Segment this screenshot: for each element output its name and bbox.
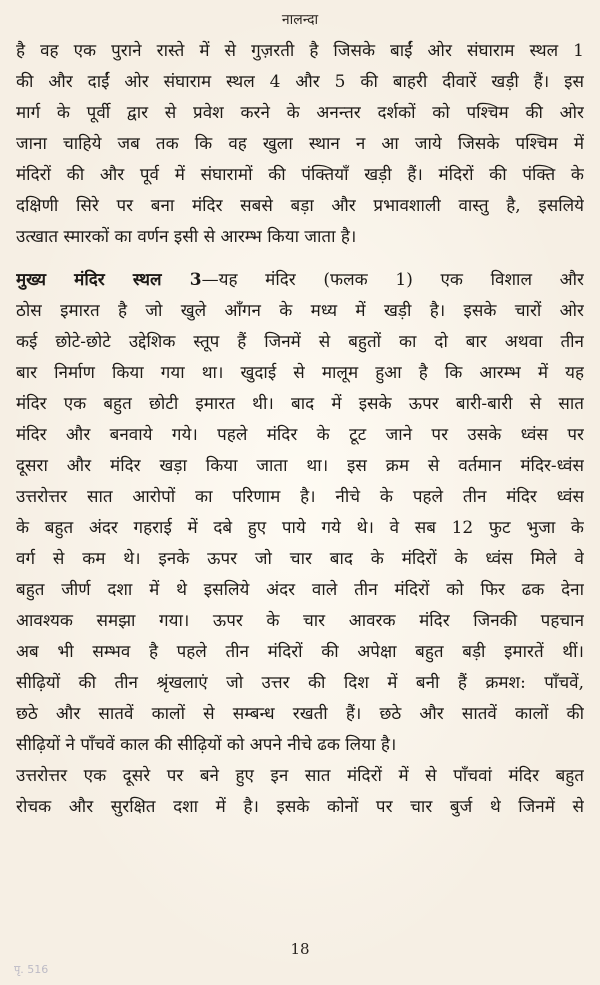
- text-line: की और दाईं ओर संघाराम स्थल 4 और 5 की बाहरी दीवारें खड़ी हैं। इस: [16, 72, 584, 92]
- text-line: सीढ़ियों ने पाँचवें काल की सीढ़ियों को अपने नीचे ढक लिया है।: [16, 735, 397, 755]
- text-line: रोचक और सुरक्षित दशा में है। इसके कोनों पर चार बुर्ज थे जिनमें से: [16, 797, 584, 817]
- text-line: अब भी सम्भव है पहले तीन मंदिरों की अपेक्षा बहुत बड़ी इमारतें थीं।: [16, 642, 584, 662]
- text-line: मंदिर एक बहुत छोटी इमारत थी। बाद में इसके ऊपर बारी-बारी से सात: [16, 394, 584, 414]
- text-line: सीढ़ियों की तीन श्रृंखलाएं जो उत्तर की दिश में बनी हैं क्रमश: पाँचवें,: [16, 673, 584, 693]
- library-stamp-mark: पृ. 516: [14, 963, 49, 976]
- text-line: है वह एक पुराने रास्ते में से गुज़रती है जिसके बाईं ओर संघाराम स्थल 1: [16, 41, 584, 61]
- paragraph-main-temple: [16, 265, 584, 823]
- text-line: कई छोटे-छोटे उद्देशिक स्तूप हैं जिनमें से बहुतों का दो बार अथवा तीन: [16, 332, 584, 352]
- text-line: ठोस इमारत है जो खुले आँगन के मध्य में खड़ी है। इसके चारों ओर: [16, 301, 584, 321]
- text-line: जाना चाहिये जब तक कि वह खुला स्थान न आ जाये जिसके पश्चिम में: [16, 134, 584, 154]
- text-line: उत्तरोत्तर एक दूसरे पर बने हुए इन सात मंदिरों में से पाँचवां मंदिर बहुत: [16, 766, 584, 786]
- page-number: 18: [290, 940, 310, 958]
- body-text: [16, 36, 584, 823]
- text-line: बार निर्माण किया गया था। खुदाई से मालूम हुआ है कि आरम्भ में यह: [16, 363, 584, 383]
- text-line: दूसरा और मंदिर खड़ा किया जाता था। इस क्रम से वर्तमान मंदिर-ध्वंस: [16, 456, 584, 476]
- text-line: आवश्यक समझा गया। ऊपर के चार आवरक मंदिर जिनकी पहचान: [16, 611, 584, 631]
- text-line: उत्तरोत्तर सात आरोपों का परिणाम है। नीचे के पहले तीन मंदिर ध्वंस: [16, 487, 584, 507]
- text-line: मंदिरों की और पूर्व में संघारामों की पंक्तियाँ खड़ी हैं। मंदिरों की पंक्ति के: [16, 165, 584, 185]
- running-head: नालन्दा: [281, 12, 319, 28]
- text-line: मार्ग के पूर्वी द्वार से प्रवेश करने के अनन्तर दर्शकों को पश्चिम की ओर: [16, 103, 584, 123]
- heading-line-text: —यह मंदिर (फलक 1) एक विशाल और: [201, 270, 584, 290]
- text-line: मंदिर और बनवाये गये। पहले मंदिर के टूट जाने पर उसके ध्वंस पर: [16, 425, 584, 445]
- paragraph-spacer: [16, 253, 584, 265]
- text-line: के बहुत अंदर गहराई में दबे हुए पाये गये थे। वे सब 12 फुट भुजा के: [16, 518, 584, 538]
- paragraph-intro: [16, 36, 584, 253]
- text-line-with-heading: [16, 265, 584, 296]
- text-line: छठे और सातवें कालों से सम्बन्ध रखती हैं। छठे और सातवें कालों की: [16, 704, 584, 724]
- text-line: बहुत जीर्ण दशा में थे इसलिये अंदर वाले तीन मंदिरों को फिर ढक देना: [16, 580, 584, 600]
- text-line: दक्षिणी सिरे पर बना मंदिर सबसे बड़ा और प्रभावशाली वास्तु है, इसलिये: [16, 196, 584, 216]
- text-line: उत्खात स्मारकों का वर्णन इसी से आरम्भ किया जाता है।: [16, 227, 357, 247]
- section-heading: मुख्य मंदिर स्थल 3: [16, 270, 202, 290]
- text-line: वर्ग से कम थे। इनके ऊपर जो चार बाद के मंदिरों के ध्वंस मिले वे: [16, 549, 584, 569]
